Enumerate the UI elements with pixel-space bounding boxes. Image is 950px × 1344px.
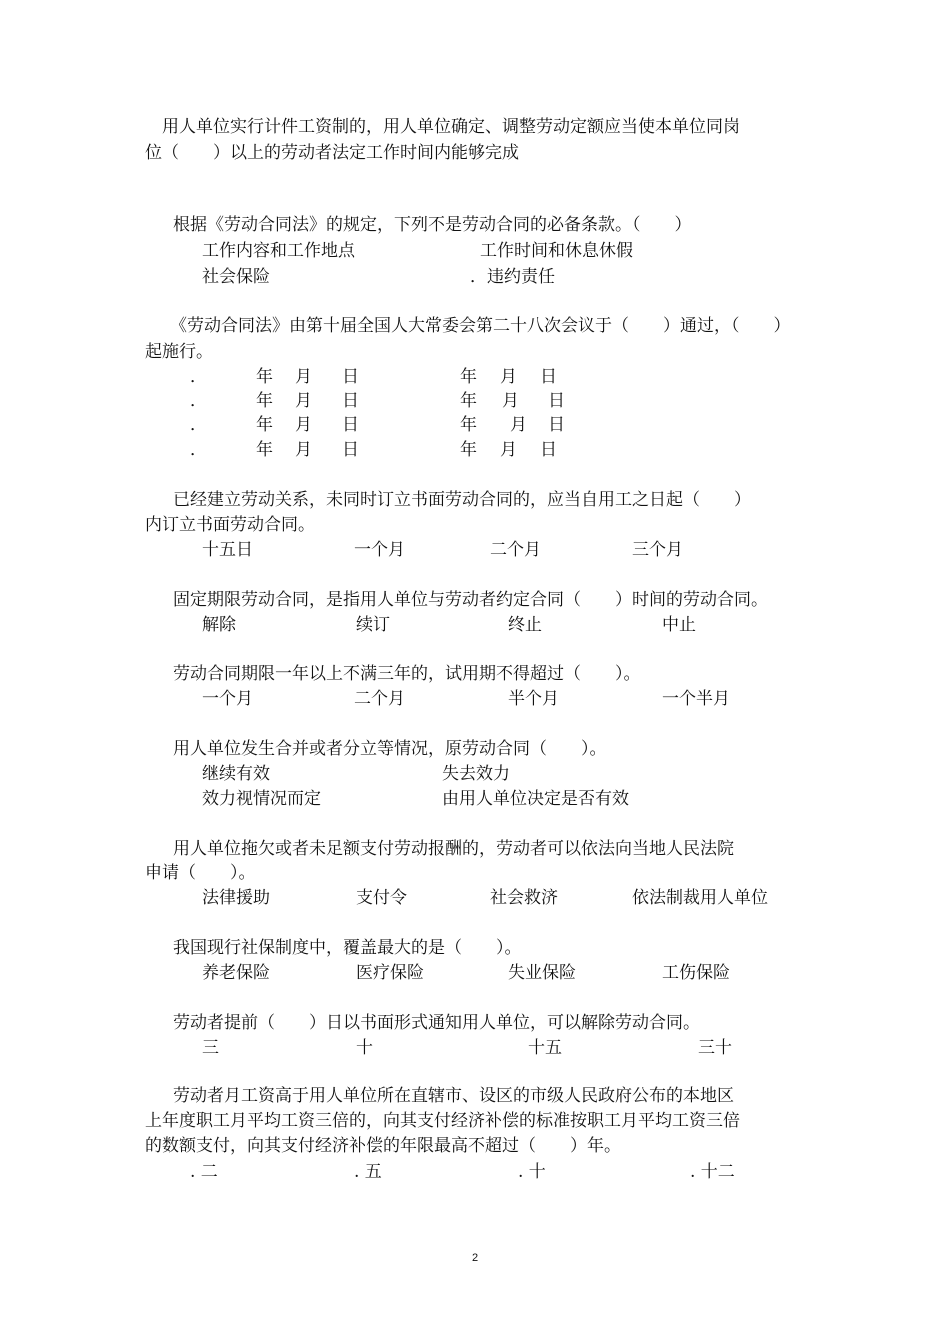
question-11-line-1: 劳动者月工资高于用人单位所在直辖市、设区的市级人民政府公布的本地区 <box>173 1086 734 1106</box>
question-6-line-1: 劳动合同期限一年以上不满三年的，试用期不得超过（ ）。 <box>173 664 641 684</box>
question-5-line-1: 固定期限劳动合同，是指用人单位与劳动者约定合同（ ）时间的劳动合同。 <box>173 590 768 610</box>
question-9-line-1: 我国现行社保制度中，覆盖最大的是（ ）。 <box>173 938 522 958</box>
question-3-option-b-marker: ． <box>190 391 207 411</box>
question-3-option-c-month-1: 月 <box>295 415 312 435</box>
question-4-option-a: 十五日 <box>202 540 253 560</box>
question-3-option-d-day-2: 日 <box>540 440 557 460</box>
question-3-option-a-year-1: 年 <box>256 367 273 387</box>
question-6-option-d: 一个半月 <box>662 689 730 709</box>
question-4-line-2: 内订立书面劳动合同。 <box>145 515 315 535</box>
question-7-line-1: 用人单位发生合并或者分立等情况，原劳动合同（ ）。 <box>173 739 607 759</box>
question-4-option-c: 二个月 <box>490 540 541 560</box>
question-2-option-d: ．违约责任 <box>470 267 555 287</box>
question-3-option-d-year-2: 年 <box>460 440 477 460</box>
question-9-option-d: 工伤保险 <box>662 963 730 983</box>
question-11-line-3: 的数额支付，向其支付经济补偿的年限最高不超过（ ）年。 <box>145 1136 621 1156</box>
question-10-option-c: 十五 <box>528 1038 562 1058</box>
question-7-option-c: 效力视情况而定 <box>202 789 321 809</box>
question-3-option-b-year-1: 年 <box>256 391 273 411</box>
question-10-option-d: 三十 <box>698 1038 732 1058</box>
page-number: 2 <box>471 1252 479 1264</box>
question-3-option-a-day-2: 日 <box>540 367 557 387</box>
question-2-line-1: 根据《劳动合同法》的规定，下列不是劳动合同的必备条款。（ ） <box>173 215 692 235</box>
question-3-line-1: 《劳动合同法》由第十届全国人大常委会第二十八次会议于（ ）通过，（ ） <box>170 316 791 336</box>
question-9-option-b: 医疗保险 <box>356 963 424 983</box>
question-3-option-b-month-2: 月 <box>502 391 519 411</box>
question-11-option-d: . 十二 <box>690 1162 735 1182</box>
question-6-option-a: 一个月 <box>202 689 253 709</box>
question-7-option-d: 由用人单位决定是否有效 <box>442 789 629 809</box>
question-10-option-a: 三 <box>202 1038 219 1058</box>
question-6-option-c: 半个月 <box>508 689 559 709</box>
question-3-option-d-day-1: 日 <box>342 440 359 460</box>
question-4-line-1: 已经建立劳动关系，未同时订立书面劳动合同的，应当自用工之日起（ ） <box>173 490 751 510</box>
question-9-option-c: 失业保险 <box>508 963 576 983</box>
question-5-option-a: 解除 <box>202 615 236 635</box>
question-3-option-a-marker: ． <box>190 367 207 387</box>
question-4-option-b: 一个月 <box>354 540 405 560</box>
question-3-option-a-month-2: 月 <box>500 367 517 387</box>
question-3-option-b-year-2: 年 <box>460 391 477 411</box>
question-2-option-b: 工作时间和休息休假 <box>480 241 633 261</box>
question-3-option-c-year-2: 年 <box>460 415 477 435</box>
question-3-option-d-marker: ． <box>190 440 207 460</box>
question-3-option-b-month-1: 月 <box>295 391 312 411</box>
question-4-option-d: 三个月 <box>632 540 683 560</box>
question-8-line-2: 申请（ ）。 <box>145 863 256 883</box>
question-3-line-2: 起施行。 <box>145 342 213 362</box>
question-11-line-2: 上年度职工月平均工资三倍的，向其支付经济补偿的标准按职工月平均工资三倍 <box>145 1111 740 1131</box>
question-5-option-d: 中止 <box>662 615 696 635</box>
question-6-option-b: 二个月 <box>354 689 405 709</box>
question-3-option-c-marker: ． <box>190 415 207 435</box>
question-5-option-b: 续订 <box>356 615 390 635</box>
question-3-option-a-day-1: 日 <box>342 367 359 387</box>
question-8-option-a: 法律援助 <box>202 888 270 908</box>
question-3-option-a-month-1: 月 <box>295 367 312 387</box>
question-2-option-a: 工作内容和工作地点 <box>202 241 355 261</box>
question-3-option-b-day-1: 日 <box>342 391 359 411</box>
question-8-option-c: 社会救济 <box>490 888 558 908</box>
question-1-line-1: 用人单位实行计件工资制的，用人单位确定、调整劳动定额应当使本单位同岗 <box>162 117 740 137</box>
question-11-option-a: . 二 <box>190 1162 218 1182</box>
question-10-line-1: 劳动者提前（ ）日以书面形式通知用人单位，可以解除劳动合同。 <box>173 1013 700 1033</box>
question-8-option-b: 支付令 <box>356 888 407 908</box>
question-3-option-d-year-1: 年 <box>256 440 273 460</box>
question-9-option-a: 养老保险 <box>202 963 270 983</box>
question-3-option-a-year-2: 年 <box>460 367 477 387</box>
question-3-option-c-day-2: 日 <box>548 415 565 435</box>
question-8-option-d: 依法制裁用人单位 <box>632 888 768 908</box>
question-7-option-b: 失去效力 <box>442 764 510 784</box>
question-2-option-c: 社会保险 <box>202 267 270 287</box>
question-3-option-c-month-2: 月 <box>510 415 527 435</box>
question-3-option-b-day-2: 日 <box>548 391 565 411</box>
question-1-line-2: 位（ ）以上的劳动者法定工作时间内能够完成 <box>145 143 519 163</box>
question-7-option-a: 继续有效 <box>202 764 270 784</box>
question-3-option-d-month-1: 月 <box>295 440 312 460</box>
question-8-line-1: 用人单位拖欠或者未足额支付劳动报酬的，劳动者可以依法向当地人民法院 <box>173 839 734 859</box>
question-3-option-c-day-1: 日 <box>342 415 359 435</box>
question-11-option-c: . 十 <box>518 1162 546 1182</box>
question-5-option-c: 终止 <box>508 615 542 635</box>
question-10-option-b: 十 <box>356 1038 373 1058</box>
question-11-option-b: . 五 <box>354 1162 382 1182</box>
question-3-option-d-month-2: 月 <box>500 440 517 460</box>
question-3-option-c-year-1: 年 <box>256 415 273 435</box>
